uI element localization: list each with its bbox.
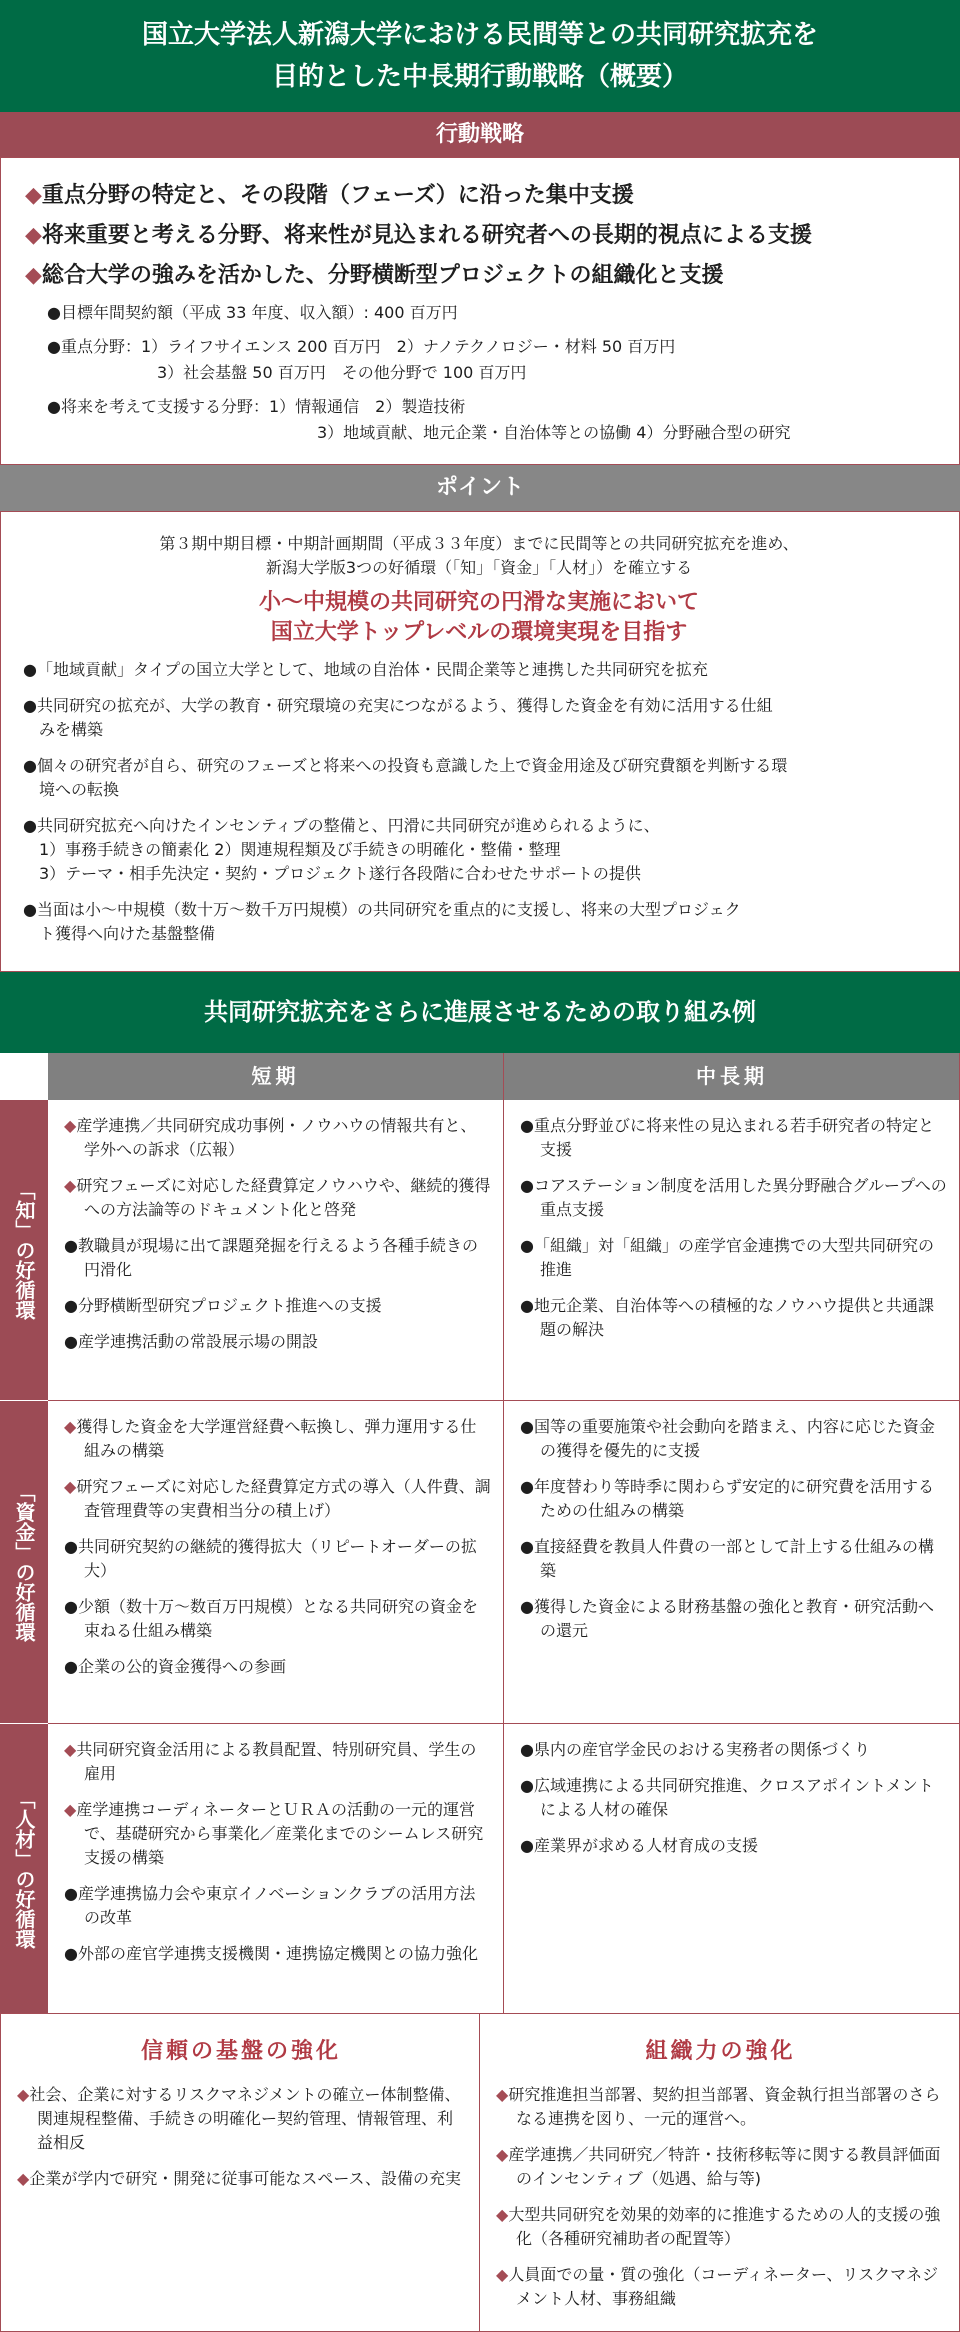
bullet-icon: ● xyxy=(520,1236,534,1255)
list-item-text: 共同研究資金活用による教員配置、特別研究員、学生の雇用 xyxy=(76,1740,477,1783)
point-item: ●共同研究拡充へ向けたインセンティブの整備と、円滑に共同研究が進められるように、 1）事務手続きの簡素化 2）関連規程類及び手続きの明確化・整備・整理 3）テーマ・相手先決定・契約・プロジェクト遂行各段階に合わせたサポートの提供 xyxy=(23,816,660,883)
diamond-icon: ◆ xyxy=(64,1176,77,1195)
list-item-text: 研究推進担当部署、契約担当部署、資金執行担当部署のさらなる連携を図り、一元的運営へ。 xyxy=(508,2085,941,2128)
bullet-icon: ● xyxy=(520,1740,534,1759)
list-item-text: コアステーション制度を活用した異分野融合グループへの重点支援 xyxy=(533,1176,947,1219)
point-heading: ポイント xyxy=(0,465,960,511)
point-item: ●個々の研究者が自ら、研究のフェーズと将来への投資も意識した上で資金用途及び研究費額を判断する環 境への転換 xyxy=(23,756,788,799)
point-item: ●共同研究の拡充が、大学の教育・研究環境の充実につながるよう、獲得した資金を有効に活用する仕組 みを構築 xyxy=(23,696,773,739)
list-item-text: 年度替わり等時季に関わらず安定的に研究費を活用するための仕組みの構築 xyxy=(533,1477,934,1520)
bullet-icon: ● xyxy=(520,1477,534,1496)
point-item: ●「地域貢献」タイプの国立大学として、地域の自治体・民間企業等と連携した共同研究を拡充 xyxy=(23,660,708,679)
list-item xyxy=(518,1834,948,1858)
list-item-text: 獲得した資金による財務基盤の強化と教育・研究活動への還元 xyxy=(533,1597,934,1640)
list-item-text: 産業界が求める人材育成の支援 xyxy=(533,1836,758,1855)
list-item xyxy=(62,1114,491,1162)
list-item xyxy=(518,1174,948,1222)
bullet-icon: ● xyxy=(520,1417,534,1436)
bullet-icon: ● xyxy=(520,1537,534,1556)
list-item xyxy=(62,1595,491,1643)
list-item-text: 産学連携協力会や東京イノベーションクラブの活用方法の改革 xyxy=(77,1884,476,1927)
list-item-text: 教職員が現場に出て課題発掘を行えるよう各種手続きの円滑化 xyxy=(77,1236,478,1279)
strategy-heading: 行動戦略 xyxy=(0,112,960,157)
bullet-icon: ● xyxy=(520,1116,534,1135)
list-item xyxy=(62,1798,491,1870)
org-strength-title: 組織力の強化 xyxy=(645,2039,796,2064)
cell-knowledge-short xyxy=(48,1100,503,1400)
list-item-text: 企業が学内で研究・開発に従事可能なスペース、設備の充実 xyxy=(29,2169,461,2188)
divider xyxy=(48,1400,960,1401)
bullet-icon: ● xyxy=(64,1236,78,1255)
bullet-icon: ● xyxy=(64,1884,78,1903)
bullet-icon: ● xyxy=(520,1296,534,1315)
point-highlight-2: 国立大学トップレベルの環境実現を目指す xyxy=(270,620,688,645)
list-item xyxy=(494,2143,947,2191)
list-item xyxy=(518,1535,948,1583)
list-item xyxy=(62,1655,491,1679)
divider xyxy=(48,1723,960,1724)
list-item-text: 研究フェーズに対応した経費算定方式の導入（人件費、調査管理費等の実費相当分の積上げ） xyxy=(76,1477,491,1520)
list-item xyxy=(62,1294,491,1318)
bullet-icon: ● xyxy=(520,1597,534,1616)
list-item xyxy=(518,1294,948,1342)
list-item-text: 共同研究契約の継続的獲得拡大（リピートオーダーの拡大） xyxy=(77,1537,477,1580)
list-item-text: 広域連携による共同研究推進、クロスアポイントメントによる人材の確保 xyxy=(533,1776,934,1819)
list-item xyxy=(62,1882,491,1930)
list-item-text: 人員面での量・質の強化（コーディネーター、リスクマネジメント人材、事務組織 xyxy=(508,2265,939,2308)
list-item-text: 研究フェーズに対応した経費算定ノウハウや、継続的獲得への方法論等のドキュメント化と啓発 xyxy=(76,1176,491,1219)
row-label-funds: 「資金」の好循環 xyxy=(0,1401,48,1723)
list-item-text: 社会、企業に対するリスクマネジメントの確立ー体制整備、関連規程整備、手続きの明確化ー契約管理、情報管理、利益相反 xyxy=(29,2085,461,2152)
strategy-section xyxy=(0,157,960,465)
page-title xyxy=(0,0,960,112)
list-item-text: 外部の産官学連携支援機関・連携協定機関との協力強化 xyxy=(77,1944,478,1963)
row-label-knowledge: 「知」の好循環 xyxy=(0,1100,48,1400)
column-short-term: 短期 xyxy=(48,1053,503,1100)
focus-fields: ●重点分野：1）ライフサイエンス 200 百万円 2）ナノテクノロジー・材料 50 百万円 xyxy=(47,337,676,356)
bullet-icon: ● xyxy=(64,1296,78,1315)
bullet-icon: ● xyxy=(64,1944,78,1963)
focus-fields-cont: 3）社会基盤 50 百万円 その他分野で 100 百万円 xyxy=(157,363,527,382)
target-amount: ●目標年間契約額（平成 33 年度、収入額）: 400 百万円 xyxy=(47,303,458,322)
list-item xyxy=(494,2083,947,2131)
diamond-icon: ◆ xyxy=(17,2169,30,2188)
strategy-item: ◆総合大学の強みを活かした、分野横断型プロジェクトの組織化と支援 xyxy=(25,263,724,288)
list-item-text: 少額（数十万〜数百万円規模）となる共同研究の資金を束ねる仕組み構築 xyxy=(77,1597,478,1640)
title-line-2: 目的とした中長期行動戦略（概要） xyxy=(271,62,688,92)
diamond-icon: ◆ xyxy=(496,2145,509,2164)
list-item xyxy=(62,1174,491,1222)
list-item-text: 重点分野並びに将来性の見込まれる若手研究者の特定と支援 xyxy=(533,1116,934,1159)
future-fields: ●将来を考えて支援する分野：1）情報通信 2）製造技術 xyxy=(47,397,466,416)
bullet-icon: ● xyxy=(64,1537,78,1556)
list-item xyxy=(518,1738,948,1762)
list-item-text: 産学連携コーディネーターとＵＲＡの活動の一元的運営で、基礎研究から事業化／産業化までのシームレス研究支援の構築 xyxy=(76,1800,484,1867)
diamond-icon: ◆ xyxy=(17,2085,30,2104)
strategy-item: ◆将来重要と考える分野、将来性が見込まれる研究者への長期的視点による支援 xyxy=(25,223,812,248)
diamond-icon: ◆ xyxy=(64,1800,77,1819)
diamond-icon: ◆ xyxy=(25,263,42,288)
cell-knowledge-long xyxy=(504,1100,960,1400)
list-item-text: 分野横断型研究プロジェクト推進への支援 xyxy=(77,1296,382,1315)
list-item xyxy=(494,2203,947,2251)
list-item xyxy=(62,1738,491,1786)
title-line-1: 国立大学法人新潟大学における民間等との共同研究拡充を xyxy=(141,20,818,50)
diamond-icon: ◆ xyxy=(25,183,42,208)
list-item-text: 直接経費を教員人件費の一部として計上する仕組みの構築 xyxy=(533,1537,934,1580)
diamond-icon: ◆ xyxy=(496,2085,509,2104)
list-item xyxy=(518,1114,948,1162)
point-section xyxy=(0,511,960,972)
list-item xyxy=(62,1535,491,1583)
list-item xyxy=(518,1774,948,1822)
cell-funds-long xyxy=(504,1401,960,1723)
list-item xyxy=(62,1330,491,1354)
list-item xyxy=(62,1942,491,1966)
list-item-text: 産学連携／共同研究成功事例・ノウハウの情報共有と、学外への訴求（広報） xyxy=(76,1116,477,1159)
diamond-icon: ◆ xyxy=(64,1740,77,1759)
list-item xyxy=(62,1475,491,1523)
strategy-item: ◆重点分野の特定と、その段階（フェーズ）に沿った集中支援 xyxy=(25,183,634,208)
list-item xyxy=(518,1234,948,1282)
diamond-icon: ◆ xyxy=(64,1417,77,1436)
bullet-icon: ● xyxy=(520,1176,534,1195)
column-long-term: 中長期 xyxy=(504,1053,960,1100)
future-fields-cont: 3）地域貢献、地元企業・自治体等との協働 4）分野融合型の研究 xyxy=(317,423,791,442)
trust-foundation-section xyxy=(0,2014,479,2332)
list-item-text: 獲得した資金を大学運営経費へ転換し、弾力運用する仕組みの構築 xyxy=(76,1417,477,1460)
divider xyxy=(503,1053,504,2013)
row-label-people: 「人材」の好循環 xyxy=(0,1724,48,2013)
list-item-text: 企業の公的資金獲得への参画 xyxy=(77,1657,286,1676)
diamond-icon: ◆ xyxy=(496,2205,509,2224)
list-item-text: 大型共同研究を効果的効率的に推進するための人的支援の強化（各種研究補助者の配置等） xyxy=(508,2205,941,2248)
point-intro-1: 第３期中期目標・中期計画期間（平成３３年度）までに民間等との共同研究拡充を進め、 xyxy=(159,534,799,553)
list-item xyxy=(518,1475,948,1523)
bullet-icon: ● xyxy=(520,1836,534,1855)
list-item-text: 県内の産官学金民のおける実務者の関係づくり xyxy=(533,1740,870,1759)
list-item-text: 地元企業、自治体等への積極的なノウハウ提供と共通課題の解決 xyxy=(533,1296,934,1339)
list-item xyxy=(518,1595,948,1643)
bullet-icon: ● xyxy=(64,1657,78,1676)
list-item xyxy=(15,2167,467,2191)
list-item-text: 国等の重要施策や社会動向を踏まえ、内容に応じた資金の獲得を優先的に支援 xyxy=(533,1417,935,1460)
cell-people-short xyxy=(48,1724,503,2013)
org-strength-section xyxy=(480,2014,959,2332)
point-item: ●当面は小〜中規模（数十万〜数千万円規模）の共同研究を重点的に支援し、将来の大型プロジェク ト獲得へ向けた基盤整備 xyxy=(23,900,741,943)
diamond-icon: ◆ xyxy=(496,2265,509,2284)
list-item-text: 産学連携／共同研究／特許・技術移転等に関する教員評価面のインセンティブ（処遇、給与等) xyxy=(508,2145,941,2188)
list-item xyxy=(15,2083,467,2155)
point-intro-2: 新潟大学版3つの好循環（「知」「資金」「人材」）を確立する xyxy=(265,558,693,577)
point-highlight-1: 小〜中規模の共同研究の円滑な実施において xyxy=(258,590,699,615)
bullet-icon: ● xyxy=(64,1597,78,1616)
list-item xyxy=(518,1415,948,1463)
trust-foundation-title: 信頼の基盤の強化 xyxy=(140,2039,341,2064)
cell-funds-short xyxy=(48,1401,503,1723)
diamond-icon: ◆ xyxy=(25,223,42,248)
list-item xyxy=(62,1234,491,1282)
bullet-icon: ● xyxy=(64,1332,78,1351)
initiatives-heading: 共同研究拡充をさらに進展させるための取り組み例 xyxy=(0,972,960,1053)
list-item xyxy=(62,1415,491,1463)
list-item-text: 「組織」対「組織」の産学官金連携での大型共同研究の推進 xyxy=(533,1236,934,1279)
cell-people-long xyxy=(504,1724,960,2013)
diamond-icon: ◆ xyxy=(64,1477,77,1496)
diamond-icon: ◆ xyxy=(64,1116,77,1135)
list-item xyxy=(494,2263,947,2311)
bullet-icon: ● xyxy=(520,1776,534,1795)
list-item-text: 産学連携活動の常設展示場の開設 xyxy=(77,1332,318,1351)
